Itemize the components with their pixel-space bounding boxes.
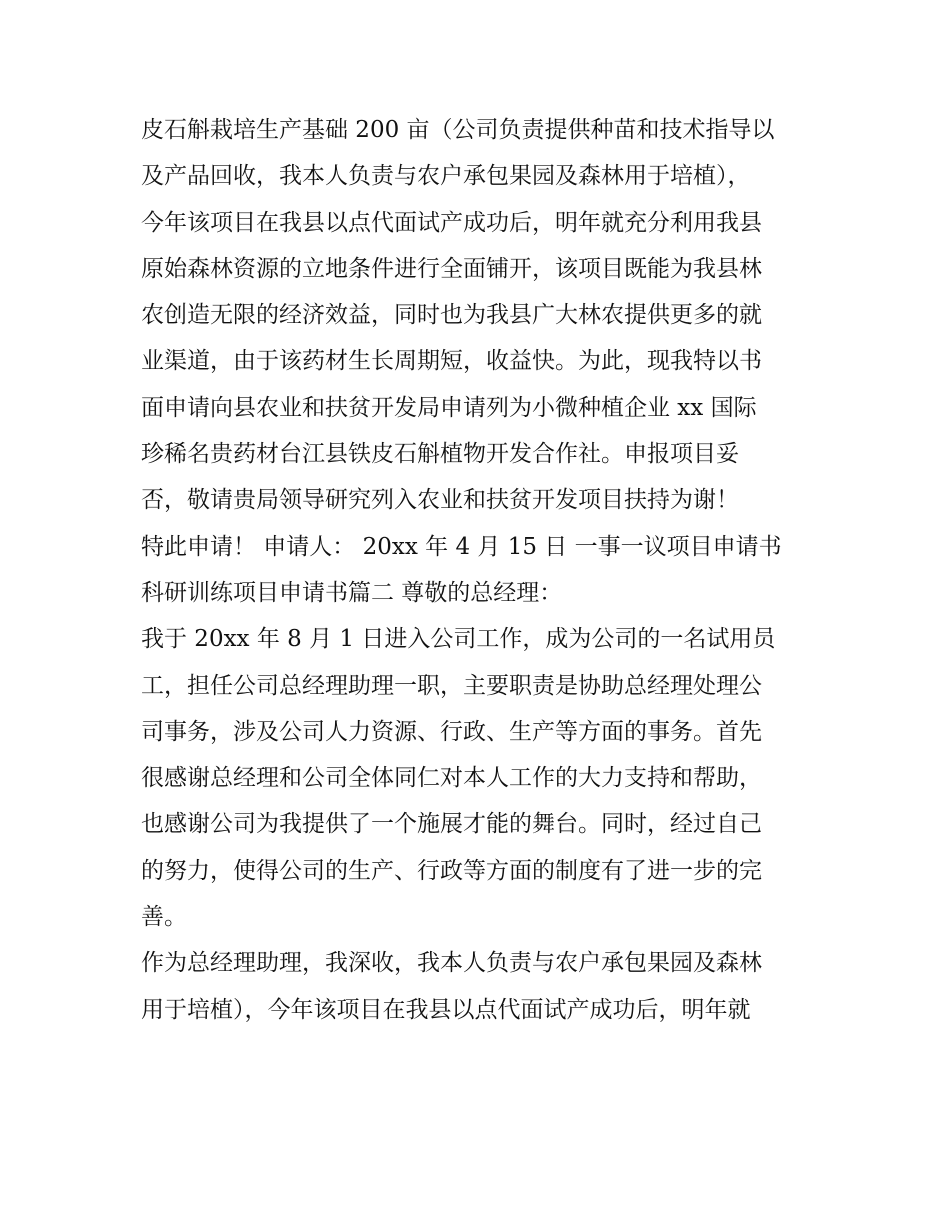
text-line: 用于培植），今年该项目在我县以点代面试产成功后，明年就	[141, 996, 751, 1023]
text-line: 很感谢总经理和公司全体同仁对本人工作的大力支持和帮助，	[141, 765, 762, 792]
text-line: 的努力，使得公司的生产、行政等方面的制度有了进一步的完	[141, 857, 762, 884]
text-line: 善。	[141, 904, 187, 931]
text-line: 工，担任公司总经理助理一职，主要职责是协助总经理处理公	[141, 672, 762, 699]
document-body	[141, 107, 821, 1033]
text-line: 作为总经理助理，我深收，我本人负责与农户承包果园及森林	[141, 950, 762, 977]
text-line: 业渠道，由于该药材生长周期短，收益快。为此，现我特以书	[141, 348, 762, 375]
text-line: 否，敬请贵局领导研究列入农业和扶贫开发项目扶持为谢！	[141, 487, 739, 514]
text-line: 我于 20xx 年 8 月 1 日进入公司工作，成为公司的一名试用员	[141, 626, 776, 653]
text-line: 面申请向县农业和扶贫开发局申请列为小微种植企业 xx 国际	[141, 394, 757, 421]
text-line: 也感谢公司为我提供了一个施展才能的舞台。同时，经过自己	[141, 811, 762, 838]
text-line: 及产品回收，我本人负责与农户承包果园及森林用于培植），	[141, 163, 751, 190]
text-line: 司事务，涉及公司人力资源、行政、生产等方面的事务。首先	[141, 718, 762, 745]
text-line: 农创造无限的经济效益，同时也为我县广大林农提供更多的就	[141, 302, 762, 329]
text-line: 特此申请！ 申请人： 20xx 年 4 月 15 日 一事一议项目申请书	[141, 533, 782, 560]
text-line: 原始森林资源的立地条件进行全面铺开，该项目既能为我县林	[141, 255, 762, 282]
text-line: 皮石斛栽培生产基础 200 亩（公司负责提供种苗和技术指导以	[141, 117, 775, 143]
text-line: 科研训练项目申请书篇二 尊敬的总经理：	[141, 579, 563, 606]
text-line: 珍稀名贵药材台江县铁皮石斛植物开发合作社。申报项目妥	[141, 441, 739, 468]
text-line: 今年该项目在我县以点代面试产成功后，明年就充分利用我县	[141, 209, 762, 236]
